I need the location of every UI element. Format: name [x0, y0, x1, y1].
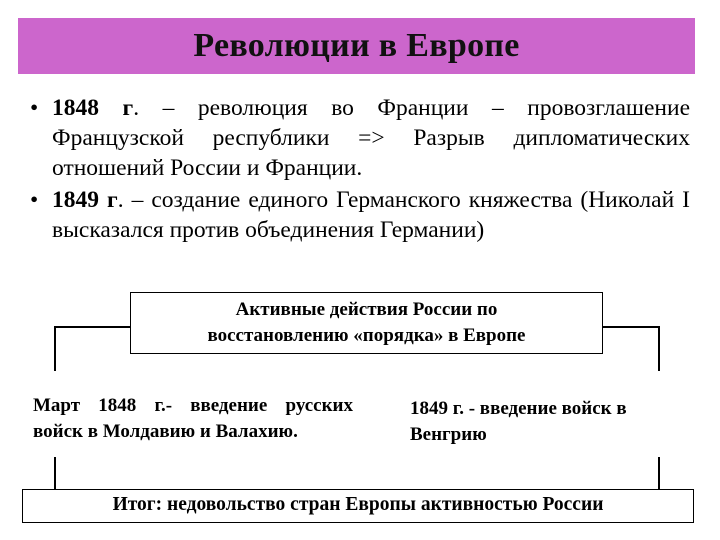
bullet-list [30, 93, 690, 247]
hungary-event: 1849 г. - введение войск в Венгрию [410, 398, 627, 445]
bullet-item-1848 [30, 93, 690, 183]
active-actions-box [130, 292, 603, 354]
connector-right-horizontal [603, 326, 659, 328]
bullet-marker: • [30, 95, 39, 121]
bullet-item-1849 [30, 185, 690, 245]
result-box: Итог: недовольство стран Европы активностью России [22, 489, 694, 523]
bullet-year: 1848 г [52, 95, 134, 121]
connector-left-lower [54, 457, 56, 489]
moldavia-wallachia-event: Март 1848 г.- введение русских войск в Молдавию и Валахию. [33, 395, 353, 442]
active-actions-line-1: Активные действия России по [235, 299, 498, 320]
active-actions-line-2: восстановлению «порядка» в Европе [207, 325, 526, 346]
connector-right-vertical [658, 326, 660, 371]
page-title: Революции в Европе [193, 27, 520, 64]
bullet-marker: • [30, 187, 39, 213]
bullet-text: . – революция во Франции – провозглашение Французской республики => Разрыв дипломатических отношений России и Франции. [52, 95, 691, 181]
title-banner [18, 18, 695, 74]
connector-left-horizontal [54, 326, 130, 328]
connector-right-lower [658, 457, 660, 489]
bullet-year: 1849 г [52, 187, 118, 213]
bullet-text: . – создание единого Германского княжества (Николай I высказался против объединения Германии) [52, 187, 690, 243]
connector-left-vertical [54, 326, 56, 371]
